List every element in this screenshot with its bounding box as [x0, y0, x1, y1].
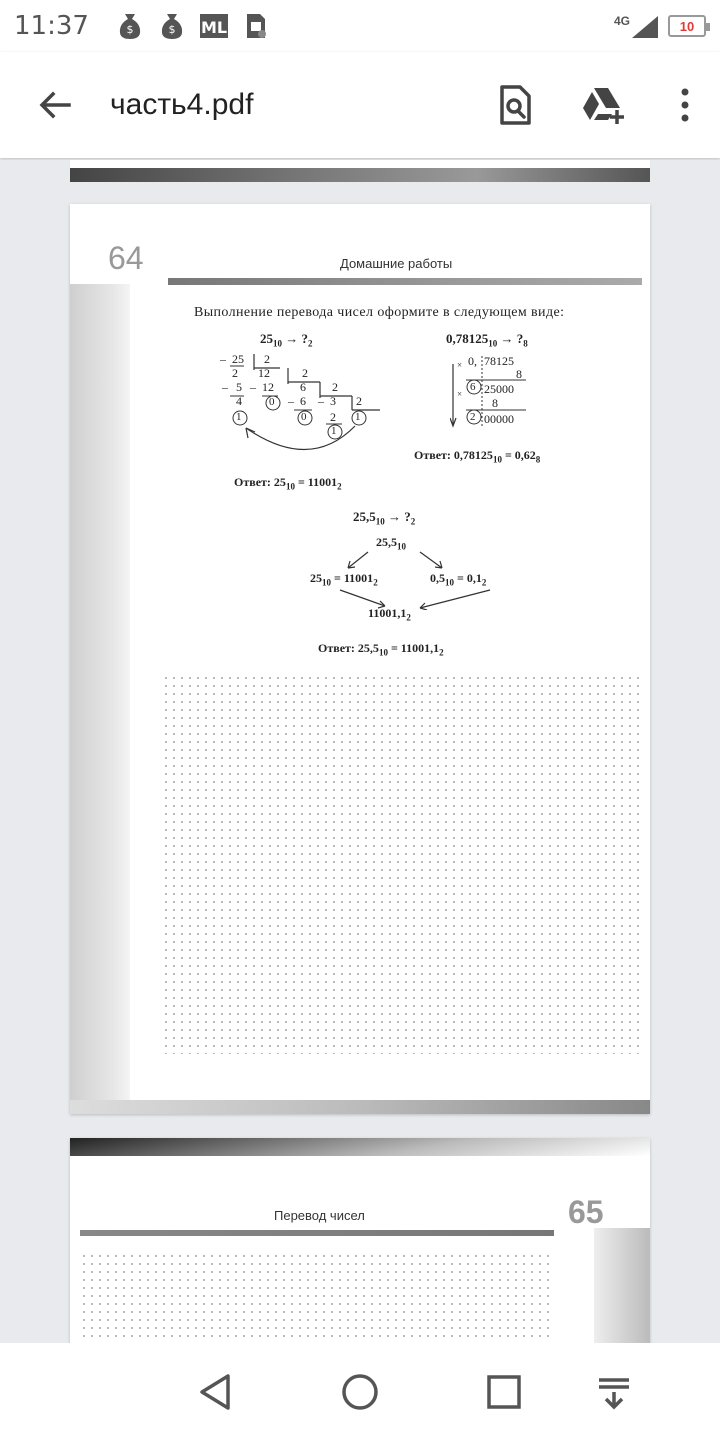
mixed-result: $11001,1_2$	[368, 606, 411, 623]
nav-back-button[interactable]	[168, 1343, 264, 1440]
pull-down-icon	[596, 1374, 632, 1410]
more-vert-icon	[680, 88, 690, 122]
status-time: 11:37	[14, 11, 89, 41]
page-header: Домашние работы	[340, 256, 453, 271]
mixed-fraction-part: $0,5_{10} = 0,1_2$	[430, 571, 487, 588]
page-number: 64	[108, 240, 144, 276]
division-title: $25_{10}$ → $?_2$	[260, 331, 313, 349]
division-diagram: – 25 2 2 12 2 – 5 – 12 6 2 4 – 6 – 3 2 1 0 0 2 1 1	[220, 352, 390, 452]
mixed-source: $25,5_{10}$	[376, 535, 406, 552]
system-nav-bar	[0, 1343, 720, 1440]
header-rule	[168, 278, 642, 285]
back-button[interactable]	[0, 52, 110, 158]
previous-page-fragment	[70, 160, 650, 182]
arrow-back-icon	[37, 87, 73, 123]
add-to-drive-button[interactable]	[560, 52, 650, 158]
search-document-button[interactable]	[470, 52, 560, 158]
app-bar	[0, 52, 720, 158]
svg-text:ML: ML	[200, 18, 228, 37]
drive-add-icon	[582, 86, 628, 124]
nav-home-button[interactable]	[312, 1343, 408, 1440]
dotted-grid	[80, 1252, 554, 1343]
nav-notifications-button[interactable]	[566, 1343, 662, 1440]
pdf-page-64	[70, 204, 650, 1114]
answer-division: Ответ: $25_{10} = 11001_2$	[234, 475, 342, 492]
sim-settings-icon	[241, 11, 271, 41]
circle-home-icon	[340, 1372, 380, 1412]
pdf-page-65	[70, 1138, 650, 1343]
mixed-integer-part: $25_{10} = 11001_2$	[310, 571, 378, 588]
battery-icon: 10	[668, 15, 706, 37]
svg-text:$: $	[168, 23, 176, 36]
signal-icon: 4G	[614, 14, 658, 38]
svg-text:$: $	[126, 23, 134, 36]
money-bag-icon	[115, 11, 145, 41]
square-recents-icon	[486, 1374, 522, 1410]
nav-recents-button[interactable]	[456, 1343, 552, 1440]
document-title: часть4.pdf	[110, 88, 254, 121]
money-bag-icon	[157, 11, 187, 41]
mixed-title: $25,5_{10}$ → $?_2$	[353, 509, 416, 527]
status-bar	[0, 0, 720, 52]
page-number: 65	[568, 1194, 604, 1230]
notification-icons	[115, 11, 271, 41]
multiplication-diagram: × 0, 78125 8 6 × 25000 8 2 00000	[450, 354, 560, 444]
header-rule	[80, 1230, 554, 1236]
answer-multiplication: Ответ: $0,78125_{10} = 0,62_8$	[414, 448, 541, 465]
triangle-back-icon	[196, 1372, 236, 1412]
page-header: Перевод чисел	[274, 1208, 365, 1223]
dotted-grid	[162, 674, 642, 1054]
find-in-page-icon	[498, 85, 532, 125]
instruction-text: Выполнение перевода чисел оформите в следующем виде:	[194, 305, 565, 320]
multiplication-title: $0,78125_{10}$ → $?_8$	[446, 331, 528, 349]
ml-app-icon	[199, 11, 229, 41]
answer-mixed: Ответ: $25,5_{10} = 11001,1_2$	[318, 641, 444, 658]
more-options-button[interactable]	[650, 52, 720, 158]
pdf-viewer[interactable]	[0, 160, 720, 1343]
